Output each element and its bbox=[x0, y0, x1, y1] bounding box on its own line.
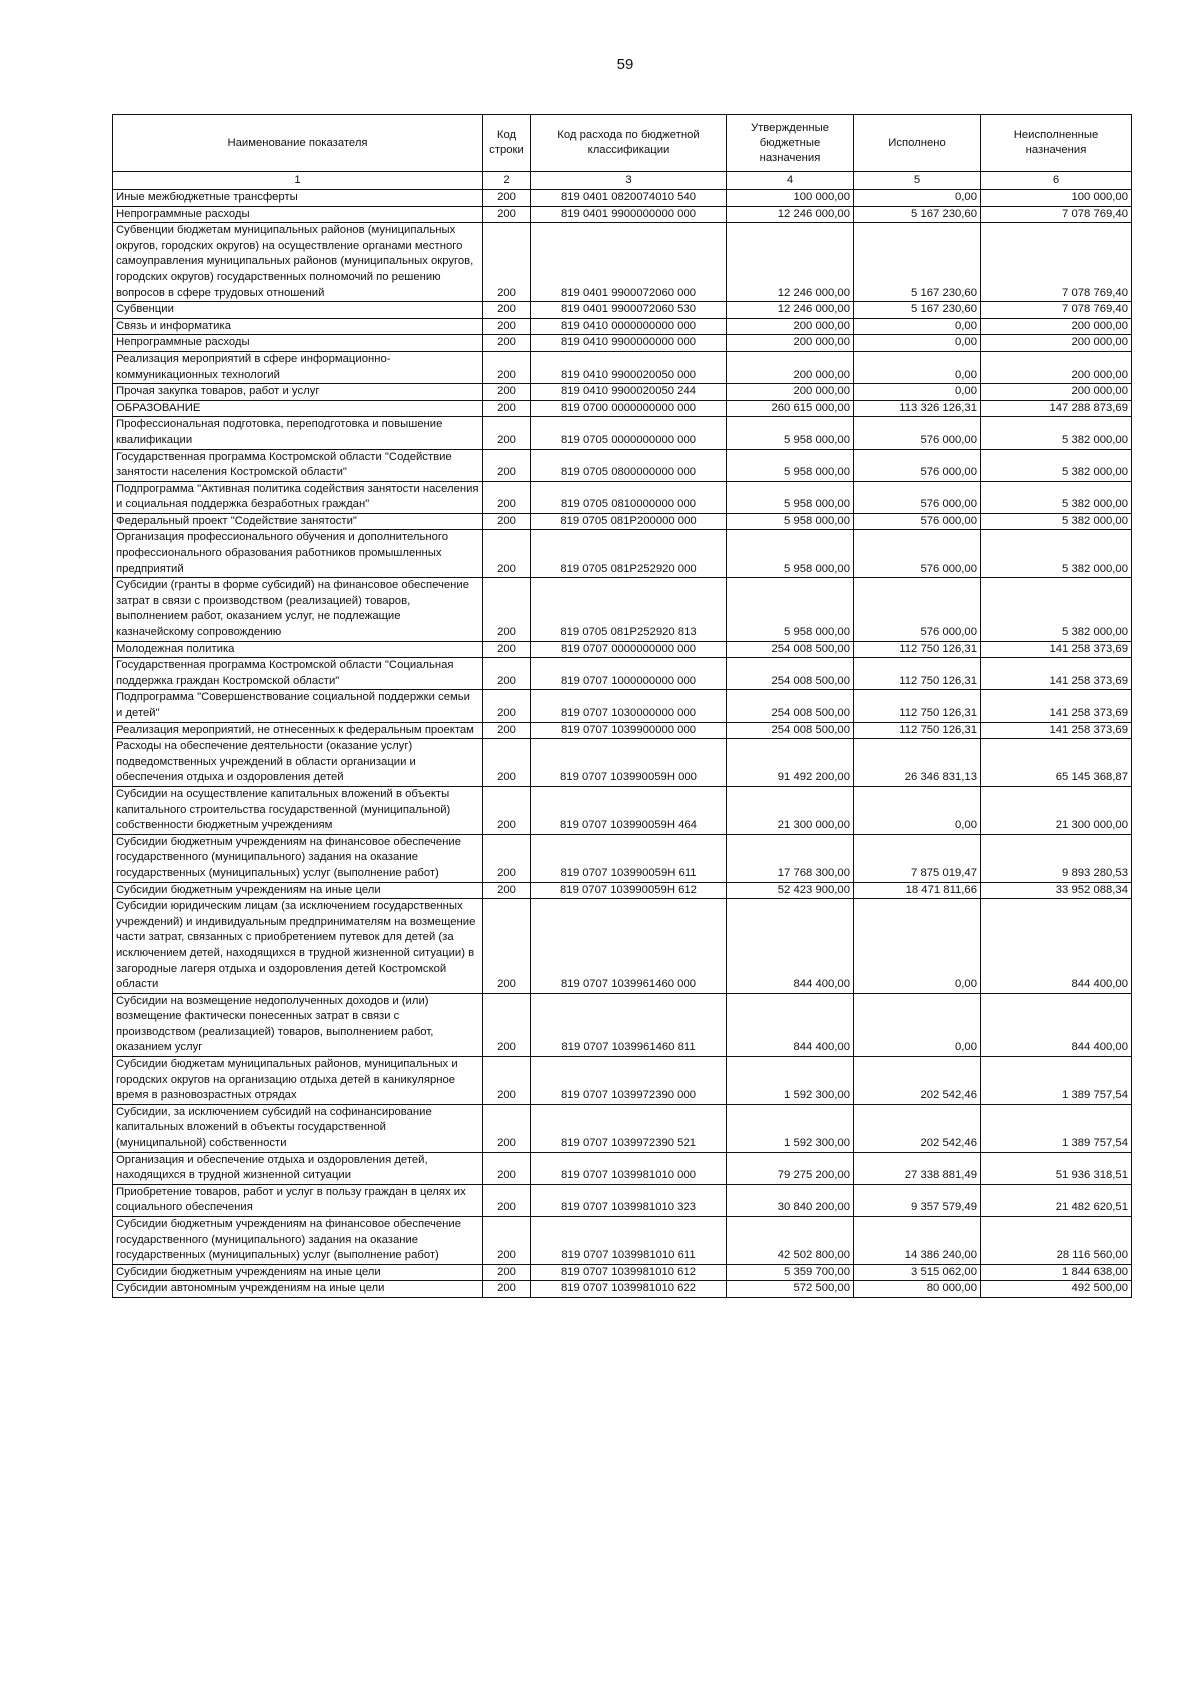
executed-amount: 112 750 126,31 bbox=[854, 658, 981, 690]
unexecuted-amount: 5 382 000,00 bbox=[981, 578, 1132, 641]
indicator-name: Субсидии автономным учреждениям на иные цели bbox=[113, 1281, 483, 1298]
expense-code: 819 0707 103990059Н 464 bbox=[531, 786, 727, 834]
expense-code: 819 0707 1039981010 622 bbox=[531, 1281, 727, 1298]
expense-code: 819 0707 0000000000 000 bbox=[531, 641, 727, 658]
approved-amount: 5 958 000,00 bbox=[727, 513, 854, 530]
unexecuted-amount: 5 382 000,00 bbox=[981, 530, 1132, 578]
approved-amount: 1 592 300,00 bbox=[727, 1104, 854, 1152]
column-number: 1 bbox=[113, 172, 483, 190]
table-body bbox=[113, 190, 1132, 1298]
unexecuted-amount: 141 258 373,69 bbox=[981, 690, 1132, 722]
unexecuted-amount: 492 500,00 bbox=[981, 1281, 1132, 1298]
expense-code: 819 0401 0820074010 540 bbox=[531, 190, 727, 207]
expense-code: 819 0705 081P252920 813 bbox=[531, 578, 727, 641]
expense-code: 819 0707 103990059Н 612 bbox=[531, 882, 727, 899]
executed-amount: 0,00 bbox=[854, 190, 981, 207]
unexecuted-amount: 7 078 769,40 bbox=[981, 206, 1132, 223]
line-code: 200 bbox=[483, 318, 531, 335]
approved-amount: 5 958 000,00 bbox=[727, 449, 854, 481]
executed-amount: 0,00 bbox=[854, 318, 981, 335]
indicator-name: Субсидии бюджетным учреждениям на финансовое обеспечение государственного (муниципального) задания на оказание государственных (муниципальных) услуг (выполнение работ) bbox=[113, 834, 483, 882]
indicator-name: Субсидии бюджетным учреждениям на финансовое обеспечение государственного (муниципального) задания на оказание государственных (муниципальных) услуг (выполнение работ) bbox=[113, 1217, 483, 1265]
approved-amount: 254 008 500,00 bbox=[727, 722, 854, 739]
line-code: 200 bbox=[483, 481, 531, 513]
approved-amount: 79 275 200,00 bbox=[727, 1152, 854, 1184]
approved-amount: 12 246 000,00 bbox=[727, 223, 854, 302]
table-row bbox=[113, 190, 1132, 207]
line-code: 200 bbox=[483, 190, 531, 207]
unexecuted-amount: 5 382 000,00 bbox=[981, 481, 1132, 513]
indicator-name: Субсидии на осуществление капитальных вложений в объекты капитального строительства государственной (муниципальной) собственности бюджетным учреждениям bbox=[113, 786, 483, 834]
line-code: 200 bbox=[483, 417, 531, 449]
line-code: 200 bbox=[483, 223, 531, 302]
expense-code: 819 0707 1000000000 000 bbox=[531, 658, 727, 690]
executed-amount: 576 000,00 bbox=[854, 530, 981, 578]
executed-amount: 112 750 126,31 bbox=[854, 690, 981, 722]
expense-code: 819 0707 1039981010 612 bbox=[531, 1264, 727, 1281]
approved-amount: 1 592 300,00 bbox=[727, 1057, 854, 1105]
expense-code: 819 0401 9900000000 000 bbox=[531, 206, 727, 223]
expense-code: 819 0410 9900020050 000 bbox=[531, 351, 727, 383]
unexecuted-amount: 147 288 873,69 bbox=[981, 400, 1132, 417]
table-row bbox=[113, 899, 1132, 994]
table-row bbox=[113, 417, 1132, 449]
indicator-name: Субсидии бюджетным учреждениям на иные цели bbox=[113, 1264, 483, 1281]
unexecuted-amount: 844 400,00 bbox=[981, 899, 1132, 994]
line-code: 200 bbox=[483, 1104, 531, 1152]
indicator-name: Государственная программа Костромской области "Социальная поддержка граждан Костромской области" bbox=[113, 658, 483, 690]
table-row bbox=[113, 206, 1132, 223]
executed-amount: 576 000,00 bbox=[854, 481, 981, 513]
table-row bbox=[113, 1184, 1132, 1216]
indicator-name: Связь и информатика bbox=[113, 318, 483, 335]
expense-code: 819 0707 1039961460 811 bbox=[531, 993, 727, 1056]
expense-code: 819 0705 081P200000 000 bbox=[531, 513, 727, 530]
line-code: 200 bbox=[483, 1152, 531, 1184]
line-code: 200 bbox=[483, 786, 531, 834]
expense-code: 819 0707 1039981010 323 bbox=[531, 1184, 727, 1216]
column-number: 2 bbox=[483, 172, 531, 190]
unexecuted-amount: 5 382 000,00 bbox=[981, 449, 1132, 481]
unexecuted-amount: 51 936 318,51 bbox=[981, 1152, 1132, 1184]
table-row bbox=[113, 690, 1132, 722]
unexecuted-amount: 9 893 280,53 bbox=[981, 834, 1132, 882]
line-code: 200 bbox=[483, 302, 531, 319]
expense-code: 819 0707 1039900000 000 bbox=[531, 722, 727, 739]
page-number: 59 bbox=[616, 56, 634, 73]
approved-amount: 5 958 000,00 bbox=[727, 481, 854, 513]
executed-amount: 0,00 bbox=[854, 351, 981, 383]
executed-amount: 202 542,46 bbox=[854, 1057, 981, 1105]
line-code: 200 bbox=[483, 641, 531, 658]
approved-amount: 254 008 500,00 bbox=[727, 641, 854, 658]
unexecuted-amount: 200 000,00 bbox=[981, 335, 1132, 352]
table-row bbox=[113, 739, 1132, 787]
executed-amount: 5 167 230,60 bbox=[854, 302, 981, 319]
executed-amount: 14 386 240,00 bbox=[854, 1217, 981, 1265]
indicator-name: Субсидии (гранты в форме субсидий) на финансовое обеспечение затрат в связи с производством (реализацией) товаров, выполнением работ, оказанием услуг, не подлежащие казначейскому сопровождению bbox=[113, 578, 483, 641]
indicator-name: Реализация мероприятий, не отнесенных к федеральным проектам bbox=[113, 722, 483, 739]
line-code: 200 bbox=[483, 993, 531, 1056]
line-code: 200 bbox=[483, 882, 531, 899]
executed-amount: 0,00 bbox=[854, 899, 981, 994]
expense-code: 819 0707 1039981010 611 bbox=[531, 1217, 727, 1265]
approved-amount: 21 300 000,00 bbox=[727, 786, 854, 834]
indicator-name: Государственная программа Костромской области "Содействие занятости населения Костромской области" bbox=[113, 449, 483, 481]
executed-amount: 80 000,00 bbox=[854, 1281, 981, 1298]
executed-amount: 113 326 126,31 bbox=[854, 400, 981, 417]
approved-amount: 200 000,00 bbox=[727, 384, 854, 401]
line-code: 200 bbox=[483, 206, 531, 223]
approved-amount: 844 400,00 bbox=[727, 993, 854, 1056]
header-line-code: Код строки bbox=[483, 115, 531, 172]
unexecuted-amount: 65 145 368,87 bbox=[981, 739, 1132, 787]
unexecuted-amount: 7 078 769,40 bbox=[981, 302, 1132, 319]
indicator-name: Организация и обеспечение отдыха и оздоровления детей, находящихся в трудной жизненной ситуации bbox=[113, 1152, 483, 1184]
expense-code: 819 0410 0000000000 000 bbox=[531, 318, 727, 335]
indicator-name: Профессиональная подготовка, переподготовка и повышение квалификации bbox=[113, 417, 483, 449]
table-row bbox=[113, 578, 1132, 641]
line-code: 200 bbox=[483, 690, 531, 722]
indicator-name: Иные межбюджетные трансферты bbox=[113, 190, 483, 207]
approved-amount: 844 400,00 bbox=[727, 899, 854, 994]
line-code: 200 bbox=[483, 449, 531, 481]
column-number: 4 bbox=[727, 172, 854, 190]
unexecuted-amount: 141 258 373,69 bbox=[981, 641, 1132, 658]
table-row bbox=[113, 400, 1132, 417]
unexecuted-amount: 21 300 000,00 bbox=[981, 786, 1132, 834]
expense-code: 819 0401 9900072060 530 bbox=[531, 302, 727, 319]
header-executed: Исполнено bbox=[854, 115, 981, 172]
expense-code: 819 0705 081P252920 000 bbox=[531, 530, 727, 578]
table-row bbox=[113, 882, 1132, 899]
executed-amount: 112 750 126,31 bbox=[854, 641, 981, 658]
approved-amount: 12 246 000,00 bbox=[727, 206, 854, 223]
indicator-name: Прочая закупка товаров, работ и услуг bbox=[113, 384, 483, 401]
table-row bbox=[113, 658, 1132, 690]
table-row bbox=[113, 530, 1132, 578]
budget-execution-table bbox=[112, 114, 1132, 1298]
line-code: 200 bbox=[483, 1264, 531, 1281]
approved-amount: 254 008 500,00 bbox=[727, 658, 854, 690]
table-row bbox=[113, 302, 1132, 319]
approved-amount: 260 615 000,00 bbox=[727, 400, 854, 417]
approved-amount: 200 000,00 bbox=[727, 335, 854, 352]
unexecuted-amount: 200 000,00 bbox=[981, 351, 1132, 383]
line-code: 200 bbox=[483, 899, 531, 994]
unexecuted-amount: 1 844 638,00 bbox=[981, 1264, 1132, 1281]
unexecuted-amount: 5 382 000,00 bbox=[981, 417, 1132, 449]
executed-amount: 576 000,00 bbox=[854, 417, 981, 449]
header-expense-code: Код расхода по бюджетной классификации bbox=[531, 115, 727, 172]
executed-amount: 576 000,00 bbox=[854, 513, 981, 530]
line-code: 200 bbox=[483, 513, 531, 530]
line-code: 200 bbox=[483, 384, 531, 401]
indicator-name: Организация профессионального обучения и дополнительного профессионального образования работников промышленных предприятий bbox=[113, 530, 483, 578]
expense-code: 819 0707 1039981010 000 bbox=[531, 1152, 727, 1184]
line-code: 200 bbox=[483, 658, 531, 690]
unexecuted-amount: 1 389 757,54 bbox=[981, 1057, 1132, 1105]
executed-amount: 112 750 126,31 bbox=[854, 722, 981, 739]
expense-code: 819 0707 103990059Н 000 bbox=[531, 739, 727, 787]
expense-code: 819 0705 0810000000 000 bbox=[531, 481, 727, 513]
indicator-name: Субвенции bbox=[113, 302, 483, 319]
expense-code: 819 0707 1039972390 521 bbox=[531, 1104, 727, 1152]
approved-amount: 30 840 200,00 bbox=[727, 1184, 854, 1216]
unexecuted-amount: 5 382 000,00 bbox=[981, 513, 1132, 530]
line-code: 200 bbox=[483, 351, 531, 383]
approved-amount: 12 246 000,00 bbox=[727, 302, 854, 319]
line-code: 200 bbox=[483, 1184, 531, 1216]
indicator-name: Субсидии на возмещение недополученных доходов и (или) возмещение фактически понесенных затрат в связи с производством (реализацией) товаров, выполнением работ, оказанием услуг bbox=[113, 993, 483, 1056]
table-row bbox=[113, 641, 1132, 658]
approved-amount: 100 000,00 bbox=[727, 190, 854, 207]
table-row bbox=[113, 384, 1132, 401]
unexecuted-amount: 1 389 757,54 bbox=[981, 1104, 1132, 1152]
table-row bbox=[113, 834, 1132, 882]
column-number: 6 bbox=[981, 172, 1132, 190]
indicator-name: Подпрограмма "Совершенствование социальной поддержки семьи и детей" bbox=[113, 690, 483, 722]
executed-amount: 576 000,00 bbox=[854, 578, 981, 641]
table-row bbox=[113, 481, 1132, 513]
header-indicator-name: Наименование показателя bbox=[113, 115, 483, 172]
line-code: 200 bbox=[483, 722, 531, 739]
executed-amount: 7 875 019,47 bbox=[854, 834, 981, 882]
unexecuted-amount: 141 258 373,69 bbox=[981, 658, 1132, 690]
line-code: 200 bbox=[483, 1217, 531, 1265]
expense-code: 819 0410 9900000000 000 bbox=[531, 335, 727, 352]
indicator-name: Приобретение товаров, работ и услуг в пользу граждан в целях их социального обеспечения bbox=[113, 1184, 483, 1216]
approved-amount: 254 008 500,00 bbox=[727, 690, 854, 722]
line-code: 200 bbox=[483, 1281, 531, 1298]
table-row bbox=[113, 351, 1132, 383]
approved-amount: 17 768 300,00 bbox=[727, 834, 854, 882]
indicator-name: Непрограммные расходы bbox=[113, 206, 483, 223]
expense-code: 819 0707 103990059Н 611 bbox=[531, 834, 727, 882]
indicator-name: Субсидии юридическим лицам (за исключением государственных учреждений) и индивидуальным предпринимателям на возмещение части затрат, связанных с приобретением путевок для детей (за исключением детей, находящихся в трудной жизненной ситуации) в загородные лагеря отдыха и оздоровления детей Костромской области bbox=[113, 899, 483, 994]
executed-amount: 576 000,00 bbox=[854, 449, 981, 481]
table-header-row bbox=[113, 115, 1132, 172]
expense-code: 819 0410 9900020050 244 bbox=[531, 384, 727, 401]
header-approved: Утвержденные бюджетные назначения bbox=[727, 115, 854, 172]
expense-code: 819 0401 9900072060 000 bbox=[531, 223, 727, 302]
header-unexecuted: Неисполненные назначения bbox=[981, 115, 1132, 172]
unexecuted-amount: 844 400,00 bbox=[981, 993, 1132, 1056]
unexecuted-amount: 200 000,00 bbox=[981, 318, 1132, 335]
indicator-name: Субсидии бюджетам муниципальных районов, муниципальных и городских округов на организацию отдыха детей в каникулярное время в разновозрастных отрядах bbox=[113, 1057, 483, 1105]
table-row bbox=[113, 1281, 1132, 1298]
executed-amount: 0,00 bbox=[854, 384, 981, 401]
indicator-name: Непрограммные расходы bbox=[113, 335, 483, 352]
approved-amount: 5 958 000,00 bbox=[727, 530, 854, 578]
indicator-name: Подпрограмма "Активная политика содействия занятости населения и социальная поддержка безработных граждан" bbox=[113, 481, 483, 513]
approved-amount: 91 492 200,00 bbox=[727, 739, 854, 787]
indicator-name: Реализация мероприятий в сфере информационно-коммуникационных технологий bbox=[113, 351, 483, 383]
expense-code: 819 0707 1039961460 000 bbox=[531, 899, 727, 994]
line-code: 200 bbox=[483, 834, 531, 882]
line-code: 200 bbox=[483, 400, 531, 417]
line-code: 200 bbox=[483, 1057, 531, 1105]
unexecuted-amount: 100 000,00 bbox=[981, 190, 1132, 207]
approved-amount: 572 500,00 bbox=[727, 1281, 854, 1298]
expense-code: 819 0705 0800000000 000 bbox=[531, 449, 727, 481]
executed-amount: 202 542,46 bbox=[854, 1104, 981, 1152]
line-code: 200 bbox=[483, 739, 531, 787]
column-number: 3 bbox=[531, 172, 727, 190]
line-code: 200 bbox=[483, 335, 531, 352]
unexecuted-amount: 141 258 373,69 bbox=[981, 722, 1132, 739]
executed-amount: 0,00 bbox=[854, 786, 981, 834]
executed-amount: 5 167 230,60 bbox=[854, 206, 981, 223]
indicator-name: Субсидии, за исключением субсидий на софинансирование капитальных вложений в объекты государственной (муниципальной) собственности bbox=[113, 1104, 483, 1152]
executed-amount: 27 338 881,49 bbox=[854, 1152, 981, 1184]
table-row bbox=[113, 993, 1132, 1056]
line-code: 200 bbox=[483, 530, 531, 578]
expense-code: 819 0707 1030000000 000 bbox=[531, 690, 727, 722]
expense-code: 819 0705 0000000000 000 bbox=[531, 417, 727, 449]
approved-amount: 200 000,00 bbox=[727, 318, 854, 335]
indicator-name: Молодежная политика bbox=[113, 641, 483, 658]
indicator-name: Расходы на обеспечение деятельности (оказание услуг) подведомственных учреждений в области организации и обеспечения отдыха и оздоровления детей bbox=[113, 739, 483, 787]
approved-amount: 5 958 000,00 bbox=[727, 578, 854, 641]
executed-amount: 18 471 811,66 bbox=[854, 882, 981, 899]
executed-amount: 5 167 230,60 bbox=[854, 223, 981, 302]
indicator-name: Субсидии бюджетным учреждениям на иные цели bbox=[113, 882, 483, 899]
expense-code: 819 0707 1039972390 000 bbox=[531, 1057, 727, 1105]
executed-amount: 0,00 bbox=[854, 335, 981, 352]
indicator-name: ОБРАЗОВАНИЕ bbox=[113, 400, 483, 417]
table-row bbox=[113, 1057, 1132, 1105]
table-row bbox=[113, 1264, 1132, 1281]
table-row bbox=[113, 318, 1132, 335]
unexecuted-amount: 33 952 088,34 bbox=[981, 882, 1132, 899]
indicator-name: Федеральный проект "Содействие занятости" bbox=[113, 513, 483, 530]
unexecuted-amount: 21 482 620,51 bbox=[981, 1184, 1132, 1216]
approved-amount: 5 359 700,00 bbox=[727, 1264, 854, 1281]
column-number-row bbox=[113, 172, 1132, 190]
approved-amount: 52 423 900,00 bbox=[727, 882, 854, 899]
table-row bbox=[113, 335, 1132, 352]
table-row bbox=[113, 1217, 1132, 1265]
executed-amount: 26 346 831,13 bbox=[854, 739, 981, 787]
unexecuted-amount: 7 078 769,40 bbox=[981, 223, 1132, 302]
table-row bbox=[113, 722, 1132, 739]
approved-amount: 200 000,00 bbox=[727, 351, 854, 383]
table-row bbox=[113, 449, 1132, 481]
expense-code: 819 0700 0000000000 000 bbox=[531, 400, 727, 417]
table-row bbox=[113, 1152, 1132, 1184]
table-row bbox=[113, 513, 1132, 530]
table-row bbox=[113, 223, 1132, 302]
column-number: 5 bbox=[854, 172, 981, 190]
table-row bbox=[113, 1104, 1132, 1152]
indicator-name: Субвенции бюджетам муниципальных районов (муниципальных округов, городских округов) на осуществление органами местного самоуправления муниципальных районов (муниципальных округов, городских округов) государственных полномочий по решению вопросов в сфере трудовых отношений bbox=[113, 223, 483, 302]
approved-amount: 5 958 000,00 bbox=[727, 417, 854, 449]
unexecuted-amount: 200 000,00 bbox=[981, 384, 1132, 401]
executed-amount: 0,00 bbox=[854, 993, 981, 1056]
executed-amount: 9 357 579,49 bbox=[854, 1184, 981, 1216]
line-code: 200 bbox=[483, 578, 531, 641]
executed-amount: 3 515 062,00 bbox=[854, 1264, 981, 1281]
unexecuted-amount: 28 116 560,00 bbox=[981, 1217, 1132, 1265]
approved-amount: 42 502 800,00 bbox=[727, 1217, 854, 1265]
table-row bbox=[113, 786, 1132, 834]
